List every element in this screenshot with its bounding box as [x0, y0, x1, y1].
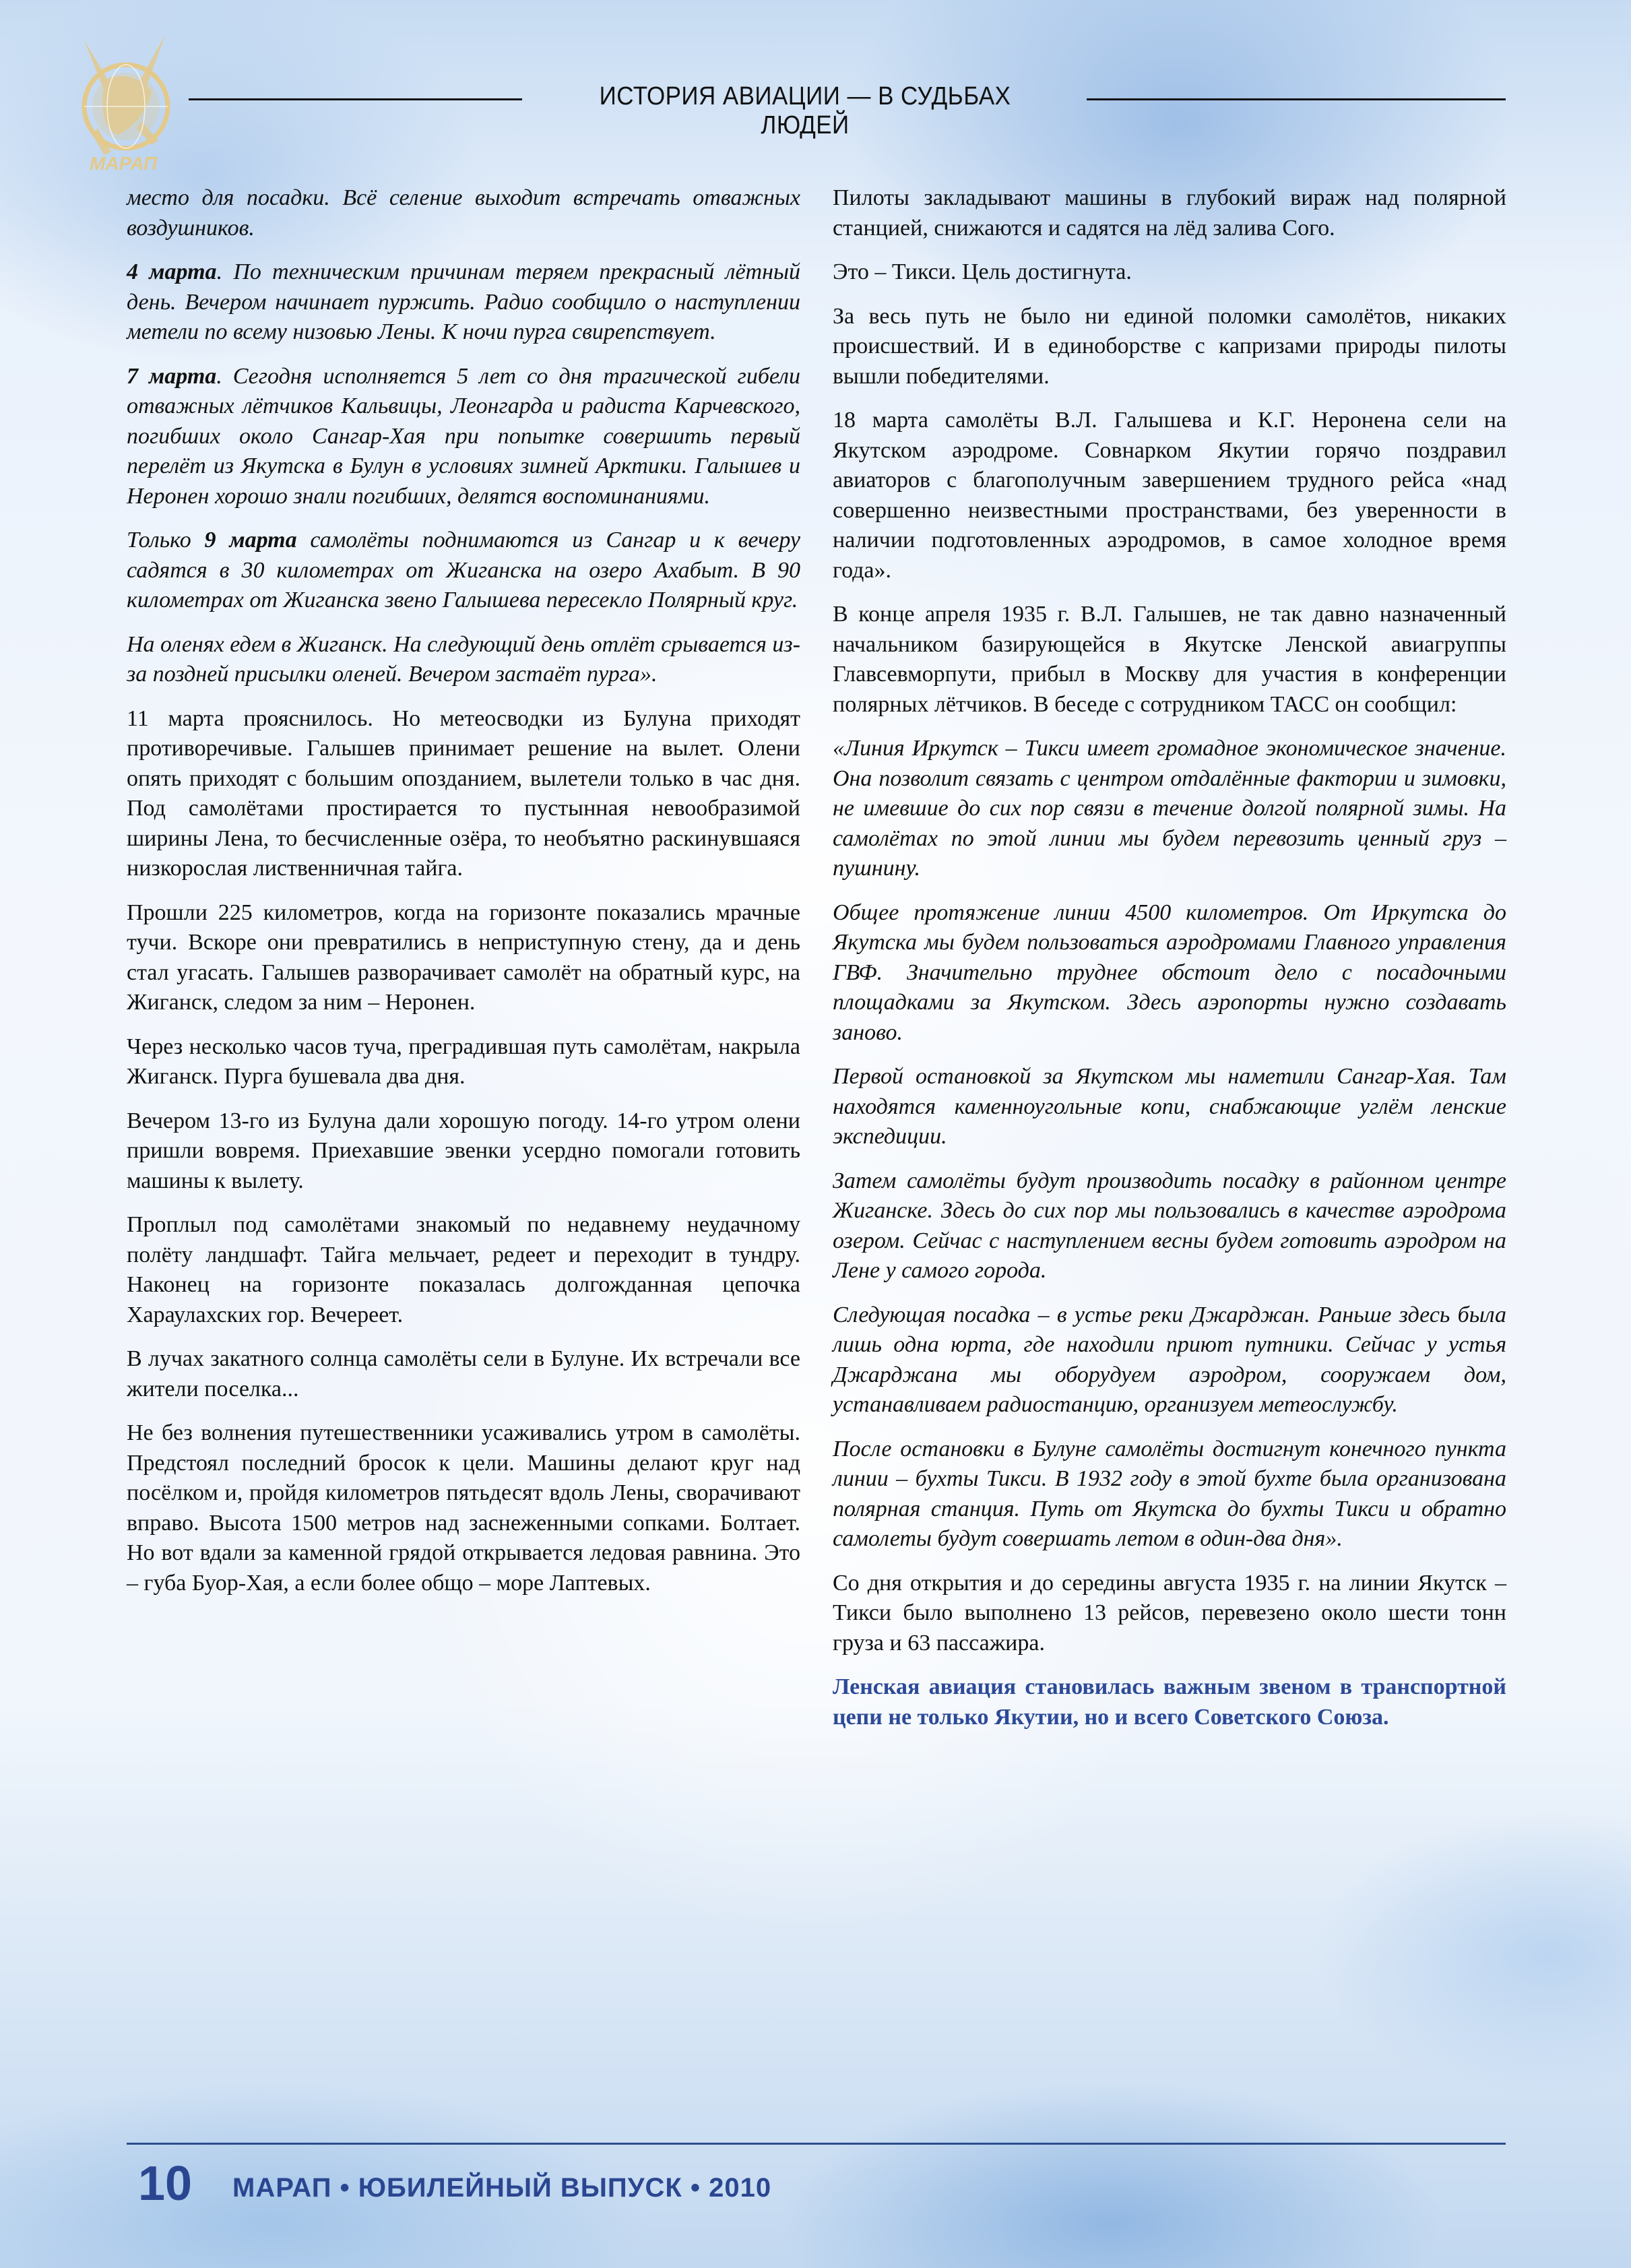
- paragraph-text: . Сегодня исполняется 5 лет со дня трагической гибели отважных лётчиков Кальвицы, Леонгарда и радиста Карчевского, погибших около Сангар-Хая при попытке совершить первый перелёт из Якутска в Булун в условиях зимней Арктики. Галышев и Неронен хорошо знали погибших, делятся воспоминаниями.: [127, 363, 800, 509]
- paragraph: [127, 183, 800, 243]
- paragraph: [127, 704, 800, 884]
- paragraph: [127, 630, 800, 690]
- paragraph-text: Это – Тикси. Цель достигнута.: [833, 259, 1132, 284]
- paragraph-text: В конце апреля 1935 г. В.Л. Галышев, не так давно назначенный начальником базирующейся в Якутске Ленской авиагруппы Главсевморпути, прибыл в Москву для участия в конференции полярных лётчиков. В беседе с сотрудником ТАСС он сообщил:: [833, 602, 1506, 717]
- paragraph-text: В лучах закатного солнца самолёты сели в Булуне. Их встречали все жители поселка...: [127, 1346, 800, 1401]
- section-title: ИСТОРИЯ АВИАЦИИ — В СУДЬБАХ ЛЮДЕЙ: [599, 82, 1011, 139]
- paragraph: [833, 406, 1506, 586]
- paragraph-text: 11 марта прояснилось. Но метеосводки из Булуна приходят противоречивые. Галышев принимает решение на вылет. Олени опять приходят с большим опозданием, вылетели только в час дня. Под самолётами простирается то пустынная невообразимой ширины Лена, то бесчисленные озёра, то необъятно раскинувшаяся низкорослая лиственничная тайга.: [127, 705, 800, 881]
- paragraph: [833, 600, 1506, 720]
- paragraph: [127, 1210, 800, 1330]
- paragraph: [833, 1569, 1506, 1659]
- article-column-left: [127, 183, 800, 1612]
- marap-logo: [64, 27, 185, 175]
- paragraph-text: Не без волнения путешественники усаживались утром в самолёты. Предстоял последний бросок к цели. Машины делают круг над посёлком и, пройдя километров пятьдесят вдоль Лены, сворачивают вправо. Высота 1500 метров над заснеженными сопками. Болтает. Но вот вдали за каменной грядой открывается ледовая равнина. Это – губа Буор-Хая, а если более общо – море Лаптевых.: [127, 1420, 800, 1596]
- paragraph-text: Следующая посадка – в устье реки Джарджан. Раньше здесь была лишь одна юрта, где находили приют путники. Сейчас у устья Джарджана мы оборудуем аэродром, сооружаем дом, устанавливаем радиостанцию, организуем метеослужбу.: [833, 1302, 1506, 1417]
- page-number: 10: [138, 2157, 193, 2211]
- paragraph: [833, 302, 1506, 392]
- date-lead: 4 марта: [127, 259, 217, 284]
- paragraph: [833, 1062, 1506, 1152]
- footer-rule: [127, 2143, 1506, 2145]
- paragraph-text: На оленях едем в Жиганск. На следующий день отлёт срывается из-за поздней присылки оленей. Вечером застаёт пурга».: [127, 631, 800, 687]
- date-lead: 9 марта: [204, 528, 297, 553]
- paragraph: [127, 1106, 800, 1197]
- publication-title: МАРАП • ЮБИЛЕЙНЫЙ ВЫПУСК • 2010: [232, 2173, 772, 2203]
- header-rule-right: [1087, 98, 1506, 100]
- paragraph: [833, 1166, 1506, 1286]
- paragraph: [127, 1418, 800, 1598]
- paragraph-text: Первой остановкой за Якутском мы наметили Сангар-Хая. Там находятся каменноугольные копи, снабжающие углём ленские экспедиции.: [833, 1064, 1506, 1149]
- paragraph-text: 18 марта самолёты В.Л. Галышева и К.Г. Неронена сели на Якутском аэродроме. Совнарком Якутии горячо поздравил авиаторов с благополучным завершением трудного рейса «над совершенно неизвестными пространствами, без уверенности в наличии подготовленных аэродромов, в самое холодное время года».: [833, 408, 1506, 583]
- paragraph-text: Прошли 225 километров, когда на горизонте показались мрачные тучи. Вскоре они превратились в неприступную стену, да и день стал угасать. Галышев разворачивает самолёт на обратный курс, на Жиганск, следом за ним – Неронен.: [127, 900, 800, 1015]
- paragraph-text: Вечером 13-го из Булуна дали хорошую погоду. 14-го утром олени пришли вовремя. Приехавшие эвенки усердно помогали готовить машины к вылету.: [127, 1108, 800, 1193]
- paragraph-pre: Только: [127, 528, 205, 553]
- paragraph: [833, 1300, 1506, 1420]
- paragraph-text: «Линия Иркутск – Тикси имеет громадное экономическое значение. Она позволит связать с центром отдалённые фактории и зимовки, не имевшие до сих пор связи в течение долгой полярной зимы. На самолётах по этой линии мы будем перевозить ценный груз – пушнину.: [833, 736, 1506, 881]
- paragraph-text: место для посадки. Всё селение выходит встречать отважных воздушников.: [127, 185, 800, 241]
- paragraph-text: . По техническим причинам теряем прекрасный лётный день. Вечером начинает пуржить. Радио сообщило о наступлении метели по всему низовью Лены. К ночи пурга свирепствует.: [127, 259, 800, 344]
- paragraph: [833, 1435, 1506, 1554]
- paragraph-text: Ленская авиация становилась важным звеном в транспортной цепи не только Якутии, но и всего Советского Союза.: [833, 1674, 1506, 1730]
- paragraph: [127, 526, 800, 616]
- paragraph: [127, 1032, 800, 1092]
- paragraph-text: Проплыл под самолётами знакомый по недавнему неудачному полёту ландшафт. Тайга мельчает, редеет и переходит в тундру. Наконец на горизонте показалась долгожданная цепочка Хараулахских гор. Вечереет.: [127, 1212, 800, 1327]
- paragraph: [127, 362, 800, 512]
- pegasus-globe-icon: [64, 27, 185, 175]
- paragraph: [833, 183, 1506, 243]
- header-rule-left: [189, 98, 522, 100]
- paragraph: [833, 257, 1506, 288]
- paragraph: [127, 898, 800, 1018]
- paragraph-text: Общее протяжение линии 4500 километров. От Иркутска до Якутска мы будем пользоваться аэродромами Главного управления ГВФ. Значительно труднее обстоит дело с посадочными площадками за Якутском. Здесь аэропорты нужно создавать заново.: [833, 900, 1506, 1045]
- paragraph: [833, 734, 1506, 884]
- svg-text:МАРАП: МАРАП: [89, 153, 158, 174]
- paragraph: [833, 1672, 1506, 1732]
- paragraph-text: После остановки в Булуне самолёты достигнут конечного пункта линии – бухты Тикси. В 1932 году в этой бухте была организована полярная станция. Путь от Якутска до бухты Тикси и обратно самолеты будут совершать летом в один-два дня».: [833, 1436, 1506, 1551]
- paragraph-text: Через несколько часов туча, преградившая путь самолётам, накрыла Жиганск. Пурга бушевала два дня.: [127, 1034, 800, 1089]
- paragraph-text: Со дня открытия и до середины августа 1935 г. на линии Якутск – Тикси было выполнено 13 рейсов, перевезено около шести тонн груза и 63 пассажира.: [833, 1570, 1506, 1656]
- paragraph: [127, 1344, 800, 1404]
- paragraph-text: Пилоты закладывают машины в глубокий вираж над полярной станцией, снижаются и садятся на лёд залива Сого.: [833, 185, 1506, 241]
- paragraph-text: Затем самолёты будут производить посадку в районном центре Жиганске. Здесь до сих пор мы пользовались в качестве аэродрома озером. Сейчас с наступлением весны будем готовить аэродром на Лене у самого города.: [833, 1168, 1506, 1283]
- paragraph: [127, 257, 800, 348]
- article-column-right: [833, 183, 1506, 1746]
- paragraph-text: самолёты поднимаются из Сангар и к вечеру садятся в 30 километрах от Жиганска на озеро Ахабыт. В 90 километрах от Жиганска звено Галышева пересекло Полярный круг.: [127, 528, 800, 612]
- date-lead: 7 марта: [127, 363, 217, 389]
- paragraph-text: За весь путь не было ни единой поломки самолётов, никаких происшествий. И в единоборстве с капризами природы пилоты вышли победителями.: [833, 303, 1506, 389]
- paragraph: [833, 898, 1506, 1048]
